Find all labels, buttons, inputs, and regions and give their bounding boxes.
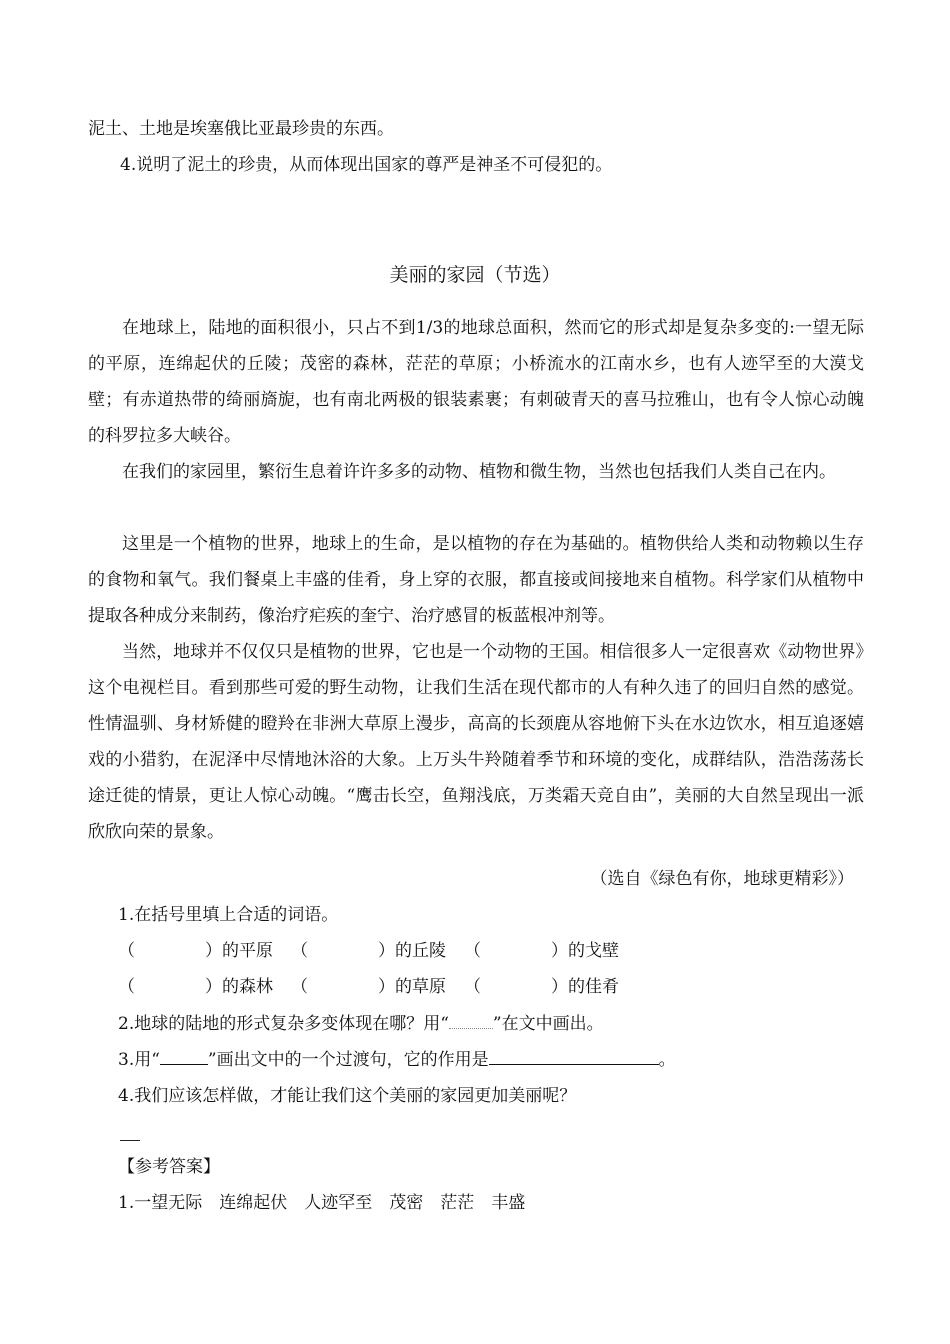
straight-underline-mark bbox=[160, 1050, 208, 1065]
fill-blank-row-2 bbox=[118, 975, 619, 999]
fill-blank[interactable]: （ ） bbox=[291, 941, 395, 961]
answer-1: 1.一望无际 连绵起伏 人迹罕至 茂密 茫茫 丰盛 bbox=[118, 1193, 526, 1213]
previous-answer-item-4: 4.说明了泥土的珍贵，从而体现出国家的尊严是神圣不可侵犯的。 bbox=[120, 155, 613, 175]
divider-dash bbox=[120, 1140, 140, 1141]
blank-suffix: 的森林 bbox=[222, 977, 273, 997]
fill-blank[interactable]: （ ） bbox=[464, 941, 568, 961]
answers-heading: 【参考答案】 bbox=[118, 1157, 220, 1177]
article-paragraph-2: 在我们的家园里，繁衍生息着许许多多的动物、植物和微生物，当然也包括我们人类自己在内。 bbox=[122, 462, 836, 482]
article-paragraph-4: 当然，地球并不仅仅只是植物的世界，它也是一个动物的王国。相信很多人一定很喜欢《动物世界》这个电视栏目。看到那些可爱的野生动物，让我们生活在现代都市的人有种久违了的回归自然的感觉。性情温驯、身材矫健的瞪羚在非洲大草原上漫步，高高的长颈鹿从容地俯下头在水边饮水，相互追逐嬉戏的小猎豹，在泥泽中尽情地沐浴的大象。上万头牛羚随着季节和环境的变化，成群结队，浩浩荡荡长途迁徙的情景，更让人惊心动魄。“鹰击长空，鱼翔浅底，万类霜天竞自由”，美丽的大自然呈现出一派欣欣向荣的景象。 bbox=[88, 642, 864, 842]
question-3: 3.用“ ”画出文中的一个过渡句，它的作用是 。 bbox=[118, 1050, 676, 1070]
wavy-underline-mark bbox=[449, 1018, 493, 1029]
article-paragraph-3: 这里是一个植物的世界，地球上的生命，是以植物的存在为基础的。植物供给人类和动物赖以生存的食物和氧气。我们餐桌上丰盛的佳肴，身上穿的衣服，都直接或间接地来自植物。科学家们从植物中提取各种成分来制药，像治疗疟疾的奎宁、治疗感冒的板蓝根冲剂等。 bbox=[88, 534, 864, 626]
answer-line[interactable] bbox=[489, 1050, 659, 1065]
question-4: 4.我们应该怎样做，才能让我们这个美丽的家园更加美丽呢？ bbox=[118, 1086, 577, 1106]
blank-suffix: 的佳肴 bbox=[568, 977, 619, 997]
fill-blank[interactable]: （ ） bbox=[118, 977, 222, 997]
article-source: （选自《绿色有你，地球更精彩》） bbox=[590, 869, 854, 889]
blank-suffix: 的草原 bbox=[395, 977, 446, 997]
blank-suffix: 的戈壁 bbox=[568, 941, 619, 961]
fill-blank-row-1 bbox=[118, 939, 619, 963]
previous-answer-line: 泥土、土地是埃塞俄比亚最珍贵的东西。 bbox=[88, 119, 394, 139]
fill-blank[interactable]: （ ） bbox=[291, 977, 395, 997]
blank-suffix: 的丘陵 bbox=[395, 941, 446, 961]
fill-blank[interactable]: （ ） bbox=[118, 941, 222, 961]
article-title: 美丽的家园（节选） bbox=[389, 264, 561, 286]
fill-blank[interactable]: （ ） bbox=[464, 977, 568, 997]
question-1: 1.在括号里填上合适的词语。 bbox=[118, 905, 339, 925]
question-2: 2.地球的陆地的形式复杂多变体现在哪？用“ ”在文中画出。 bbox=[118, 1014, 604, 1034]
blank-suffix: 的平原 bbox=[222, 941, 273, 961]
article-paragraph-1: 在地球上，陆地的面积很小，只占不到1/3的地球总面积，然而它的形式却是复杂多变的:一望无际的平原，连绵起伏的丘陵；茂密的森林，茫茫的草原；小桥流水的江南水乡，也有人迹罕至的大漠戈壁；有赤道热带的绮丽旖旎，也有南北两极的银装素裹；有刺破青天的喜马拉雅山，也有令人惊心动魄的科罗拉多大峡谷。 bbox=[88, 318, 864, 446]
